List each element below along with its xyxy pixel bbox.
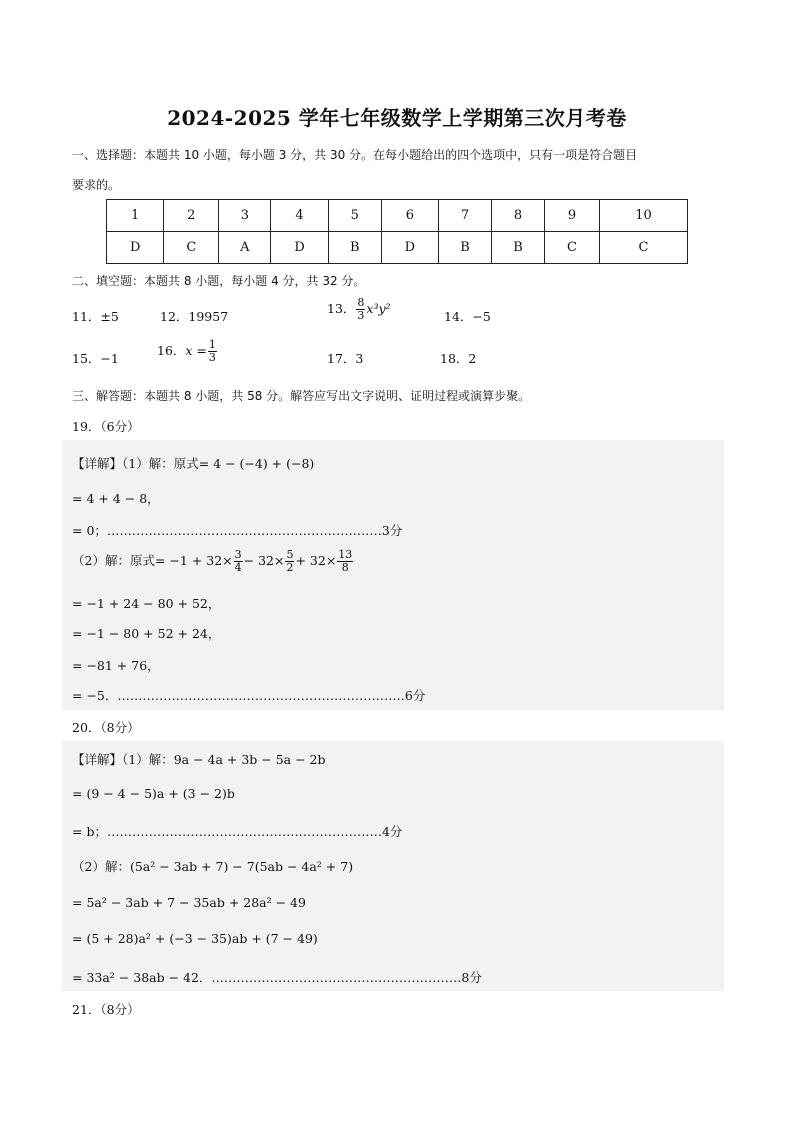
q19-line-4-mid2: + 32× <box>295 553 337 568</box>
fraction-denominator: 2 <box>286 561 294 574</box>
q13-fraction <box>356 297 365 322</box>
q19-line-4-mid1: − 32× <box>243 553 285 568</box>
table-cell: B <box>328 232 381 264</box>
q20-line-1: 【详解】（1）解：9a − 4a + 3b − 5a − 2b <box>72 752 326 767</box>
q19-line-1: 【详解】（1）解：原式= 4 − (−4) + (−8) <box>72 456 315 471</box>
q19-line-6: = −1 − 80 + 52 + 24， <box>72 626 221 641</box>
table-cell: 1 <box>107 200 164 232</box>
table-cell: B <box>492 232 545 264</box>
table-cell: D <box>271 232 328 264</box>
answer-q17: 17．3 <box>327 351 364 366</box>
table-cell: 7 <box>439 200 492 232</box>
q13-label: 13． <box>327 301 356 316</box>
table-cell: D <box>107 232 164 264</box>
answer-q15: 15．−1 <box>72 351 119 366</box>
answer-key-table <box>106 199 688 264</box>
q19-line-3: = 0；…………………………………………………………3分 <box>72 523 403 538</box>
choice-section-header: 一、选择题：本题共 10 小题，每小题 3 分，共 30 分。在每小题给出的四个选项中，只有一项是符合题目 <box>72 148 638 162</box>
answer-q14: 14．−5 <box>444 309 491 324</box>
q20-line-7: = 33a² − 38ab − 42．……………………………………………………8分 <box>72 970 482 985</box>
q19-header: 19．（6分） <box>72 419 140 434</box>
solve-section-header: 三、解答题：本题共 8 小题，共 58 分。解答应写出文字说明、证明过程或演算步聚。 <box>72 389 531 403</box>
fraction-denominator: 4 <box>234 561 242 574</box>
q19-line-4-start: （2）解：原式= −1 + 32× <box>72 553 233 568</box>
q19-line-5: = −1 + 24 − 80 + 52， <box>72 596 221 611</box>
table-cell: 4 <box>271 200 328 232</box>
q19-line-8: = −5．……………………………………………………………6分 <box>72 688 426 703</box>
q19-line-7: = −81 + 76， <box>72 658 160 673</box>
answer-q16 <box>157 339 218 364</box>
fraction-numerator: 1 <box>208 338 216 351</box>
choice-section-header-cont: 要求的。 <box>72 178 121 192</box>
q19-solution-block <box>62 440 724 710</box>
q20-line-3: = b；…………………………………………………………4分 <box>72 824 403 839</box>
q20-header: 20．（8分） <box>72 720 140 735</box>
table-cell: B <box>439 232 492 264</box>
table-cell: 8 <box>492 200 545 232</box>
table-cell: 6 <box>381 200 438 232</box>
q19-line-4 <box>72 549 354 574</box>
answer-q18: 18．2 <box>440 351 477 366</box>
table-cell: 2 <box>164 200 219 232</box>
q21-header: 21．（8分） <box>72 1002 140 1017</box>
table-cell: C <box>545 232 600 264</box>
fraction-denominator: 3 <box>357 309 365 322</box>
table-cell: A <box>219 232 271 264</box>
table-cell: C <box>599 232 687 264</box>
q20-line-6: = (5 + 28)a² + (−3 − 35)ab + (7 − 49) <box>72 931 318 946</box>
table-cell: 5 <box>328 200 381 232</box>
fraction <box>234 549 243 574</box>
fraction-numerator: 5 <box>286 548 294 561</box>
fill-section-header: 二、填空题：本题共 8 小题，每小题 4 分，共 32 分。 <box>72 274 366 288</box>
fraction-numerator: 3 <box>234 548 242 561</box>
q19-line-2: = 4 + 4 − 8， <box>72 491 160 506</box>
q13-term: x³y² <box>366 301 391 316</box>
table-cell: 3 <box>219 200 271 232</box>
answer-q12: 12．19957 <box>160 309 229 324</box>
q20-line-4: （2）解：(5a² − 3ab + 7) − 7(5ab − 4a² + 7) <box>72 859 354 874</box>
answer-q13 <box>327 297 391 322</box>
table-cell: 10 <box>599 200 687 232</box>
fraction <box>285 549 294 574</box>
fraction-denominator: 3 <box>208 351 216 364</box>
answer-key-number-row <box>107 200 688 232</box>
q16-label: 16． <box>157 343 186 358</box>
q16-fraction <box>208 339 217 364</box>
fraction <box>337 549 353 574</box>
q16-variable: x = <box>185 343 207 358</box>
page-title: 2024-2025 学年七年级数学上学期第三次月考卷 <box>167 106 627 130</box>
q20-line-2: = (9 − 4 − 5)a + (3 − 2)b <box>72 786 235 801</box>
q20-line-5: = 5a² − 3ab + 7 − 35ab + 28a² − 49 <box>72 895 306 910</box>
answer-key-answer-row <box>107 232 688 264</box>
fraction-denominator: 8 <box>341 561 349 574</box>
table-cell: C <box>164 232 219 264</box>
table-cell: 9 <box>545 200 600 232</box>
answer-q11: 11．±5 <box>72 309 119 324</box>
fraction-numerator: 13 <box>338 548 353 561</box>
table-cell: D <box>381 232 438 264</box>
fraction-numerator: 8 <box>357 296 365 309</box>
